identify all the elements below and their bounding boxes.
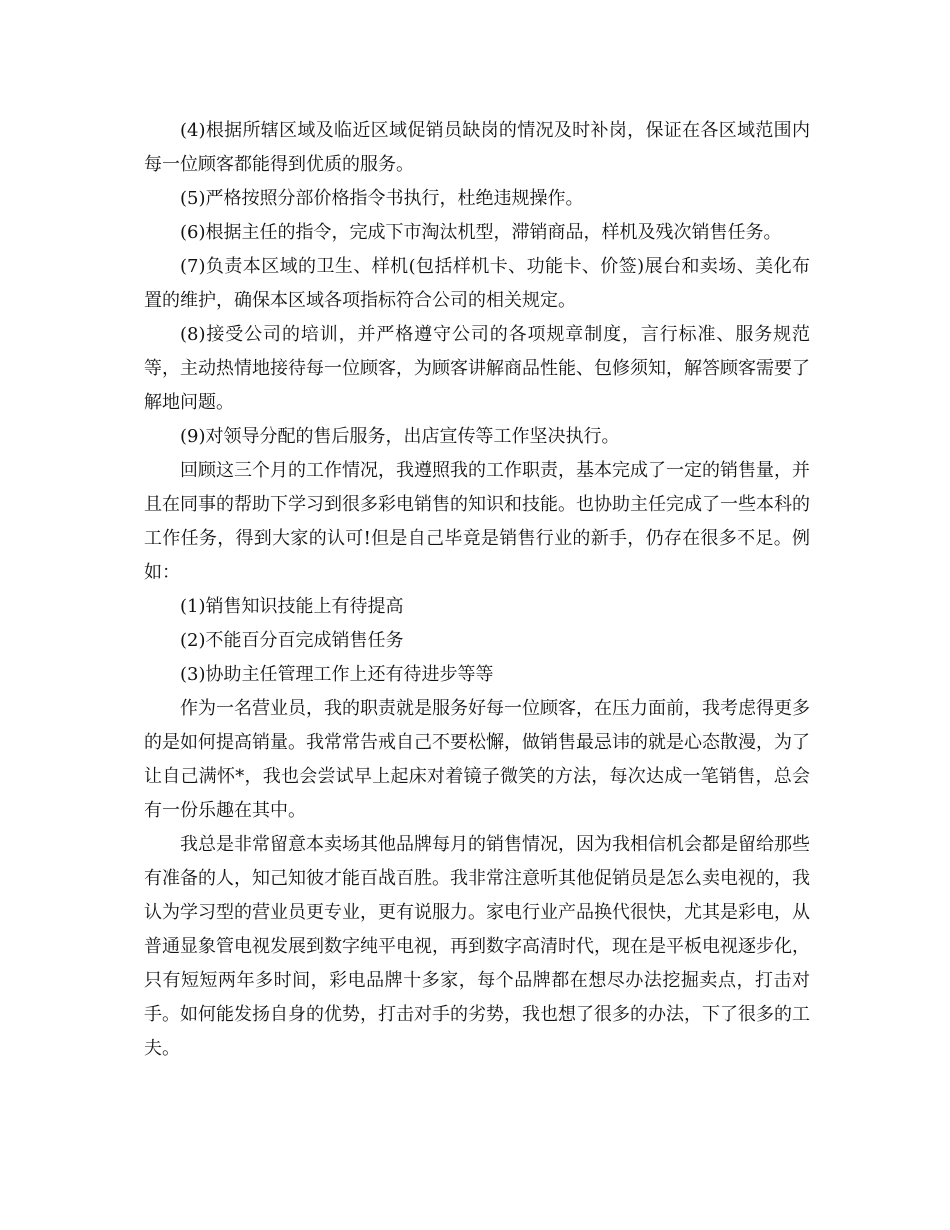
paragraph-duty-9: (9)对领导分配的售后服务，出店宣传等工作坚决执行。 [180,426,620,447]
paragraph-duty-7: (7)负责本区域的卫生、样机(包括样机卡、功能卡、价签)展台和卖场、美化布置的维护，确保本区域各项指标符合公司的相关规定。 [144,256,810,311]
paragraph-shortcoming-2: (2)不能百分百完成销售任务 [180,630,404,651]
paragraph-duty-8: (8)接受公司的培训，并严格遵守公司的各项规章制度，言行标准、服务规范等，主动热情地接待每一位顾客，为顾客讲解商品性能、包修须知，解答顾客需要了解地问题。 [144,324,810,413]
paragraph-duty-6: (6)根据主任的指令，完成下市淘汰机型，滞销商品，样机及残次销售任务。 [180,222,782,243]
paragraph-responsibility: 作为一名营业员，我的职责就是服务好每一位顾客，在压力面前，我考虑得更多的是如何提高销量。我常常告戒自己不要松懈，做销售最忌讳的就是心态散漫，为了让自己满怀*，我也会尝试早上起床对着镜子微笑的方法，每次达成一笔销售，总会有一份乐趣在其中。 [144,698,810,821]
paragraph-duty-4: (4)根据所辖区域及临近区域促销员缺岗的情况及时补岗，保证在各区域范围内每一位顾客都能得到优质的服务。 [144,120,810,175]
paragraph-shortcoming-1: (1)销售知识技能上有待提高 [180,596,404,617]
paragraph-shortcoming-3: (3)协助主任管理工作上还有待进步等等 [180,664,494,685]
paragraph-review: 回顾这三个月的工作情况，我遵照我的工作职责，基本完成了一定的销售量，并且在同事的帮助下学习到很多彩电销售的知识和技能。也协助主任完成了一些本科的工作任务，得到大家的认可!但是自己毕竟是销售行业的新手，仍存在很多不足。例如： [144,460,810,583]
paragraph-market-observation: 我总是非常留意本卖场其他品牌每月的销售情况，因为我相信机会都是留给那些有准备的人，知己知彼才能百战百胜。我非常注意听其他促销员是怎么卖电视的，我认为学习型的营业员更专业，更有说服力。家电行业产品换代很快，尤其是彩电，从普通显象管电视发展到数字纯平电视，再到数字高清时代，现在是平板电视逐步化，只有短短两年多时间，彩电品牌十多家，每个品牌都在想尽办法挖掘卖点，打击对手。如何能发扬自身的优势，打击对手的劣势，我也想了很多的办法，下了很多的工夫。 [144,834,810,1059]
document-body [144,114,810,1066]
paragraph-duty-5: (5)严格按照分部价格指令书执行，杜绝违规操作。 [180,188,584,209]
